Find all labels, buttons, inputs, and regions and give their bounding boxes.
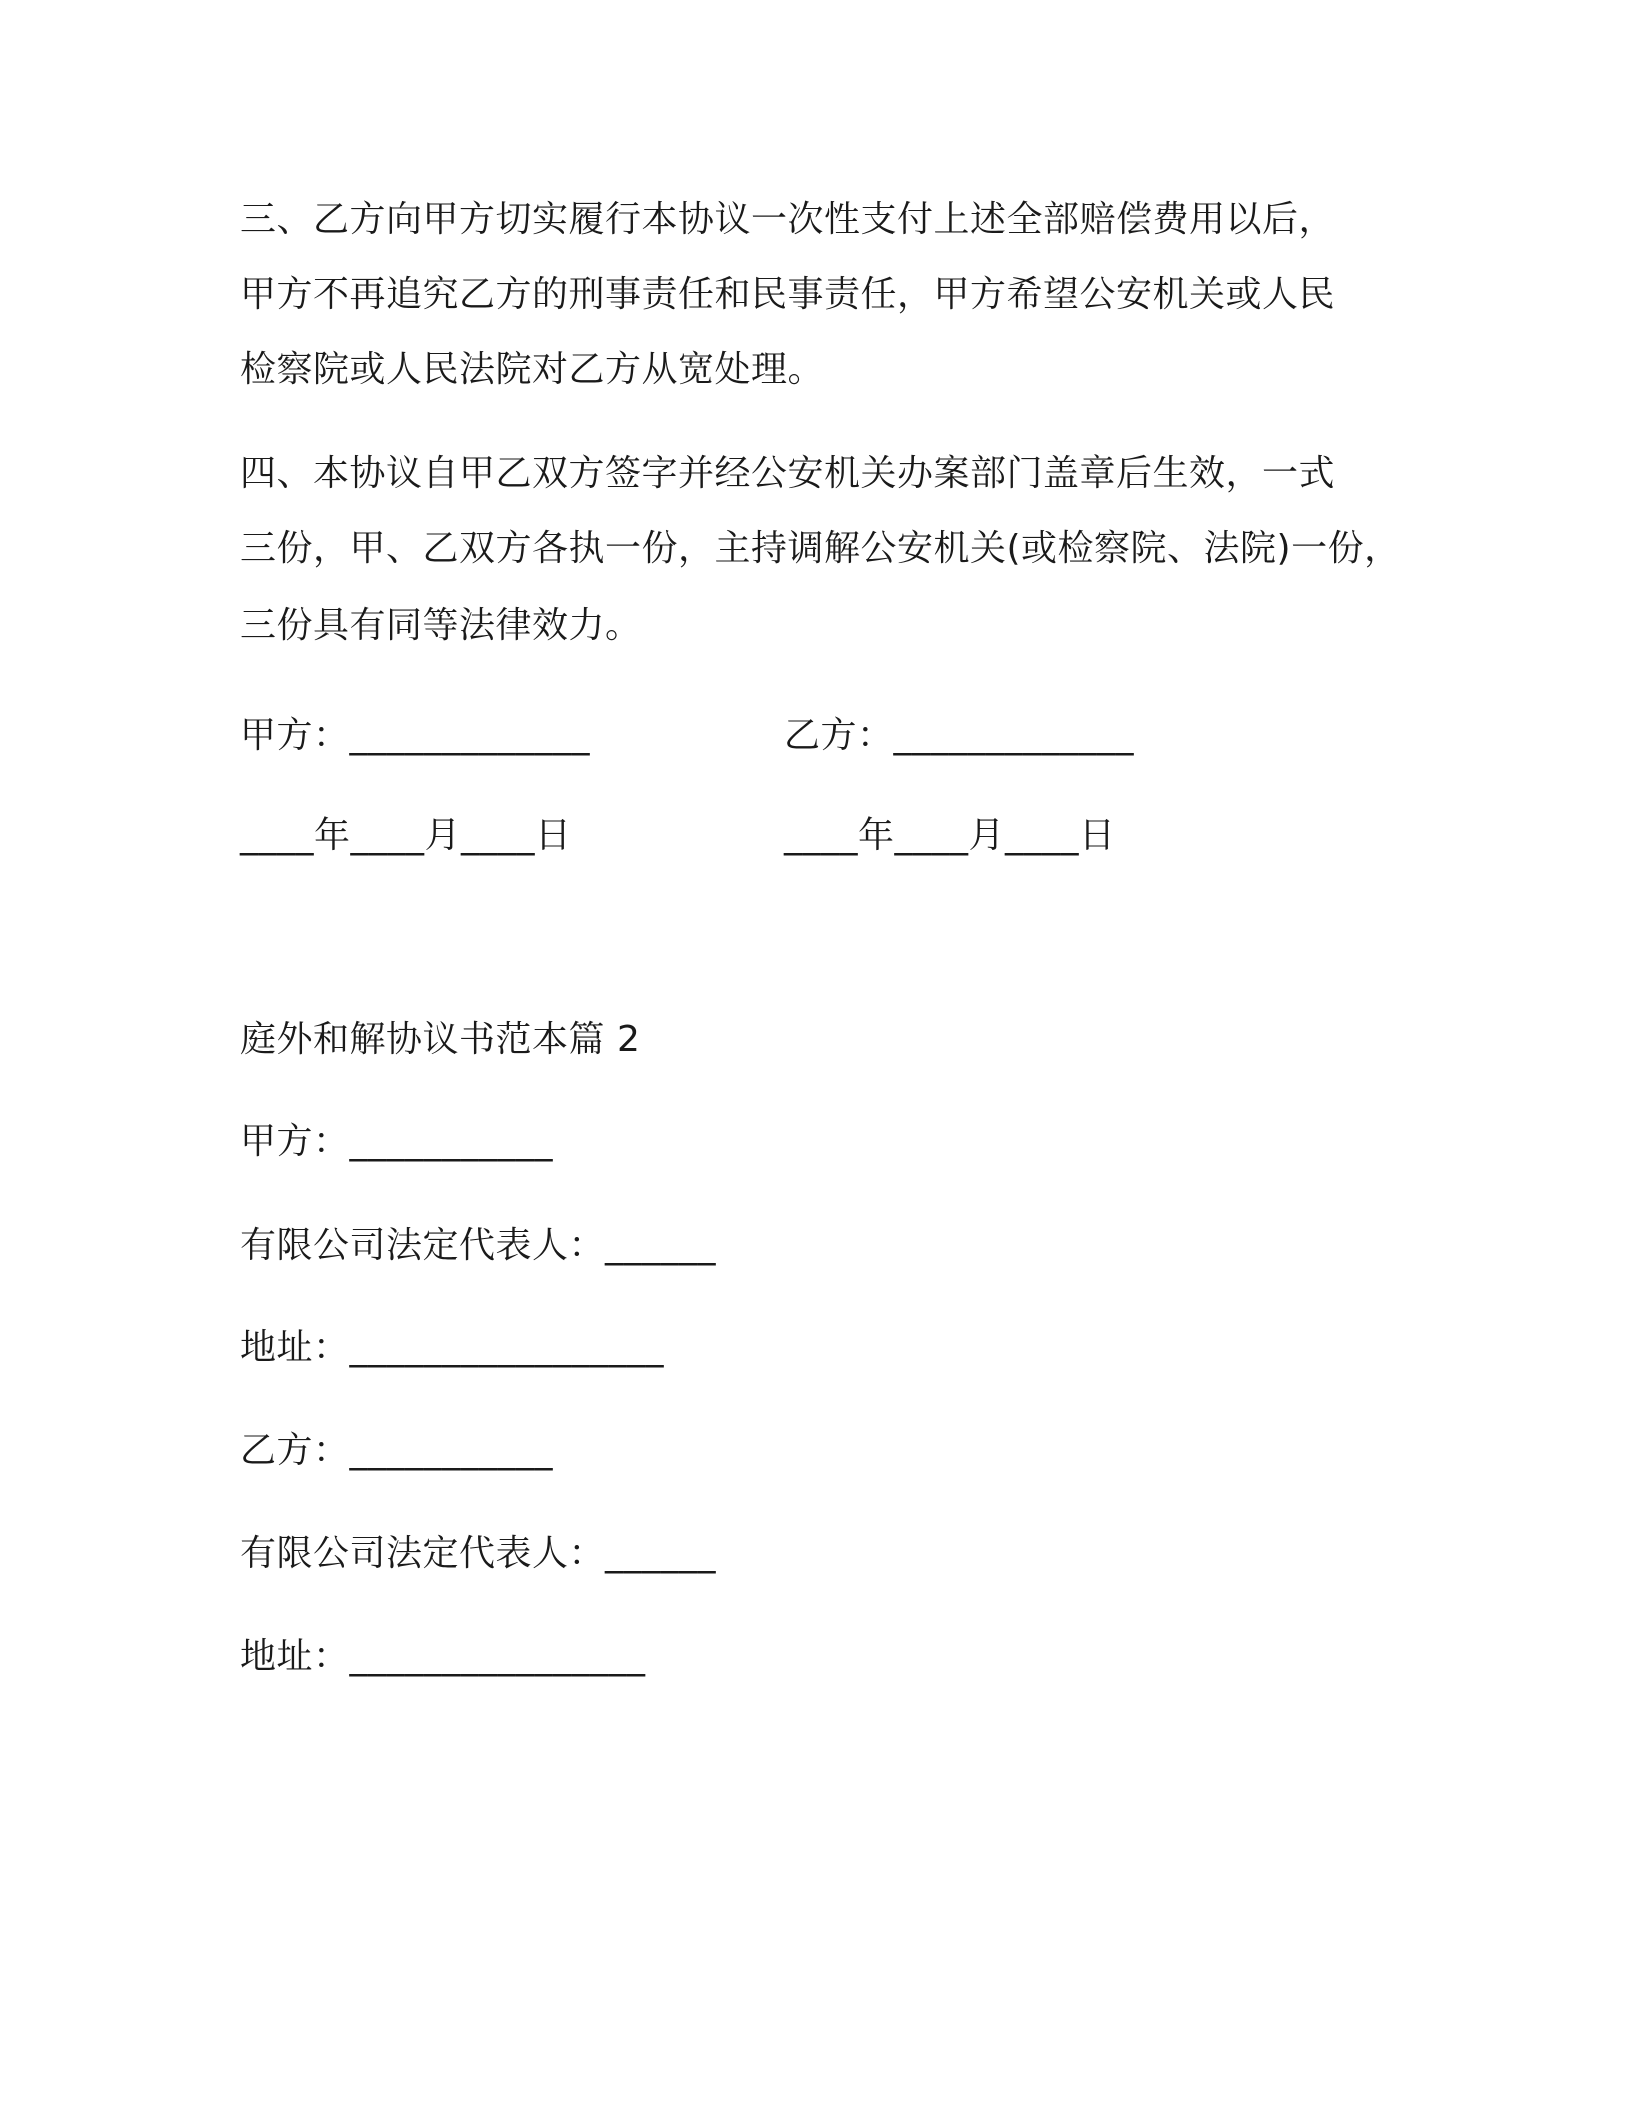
clause-3-line-2: 甲方不再追究乙方的刑事责任和民事责任，甲方希望公安机关或人民 (240, 274, 1336, 315)
signature-date-b: ____年____月____日 (784, 815, 1116, 856)
section-2-party-a-address: 地址：_________________ (240, 1327, 665, 1368)
section-2-title: 庭外和解协议书范本篇 2 (240, 1019, 641, 1060)
clause-4-line-3: 三份具有同等法律效力。 (240, 605, 642, 646)
section-2-party-b-rep: 有限公司法定代表人：______ (240, 1533, 717, 1574)
clause-4-line-1: 四、本协议自甲乙双方签字并经公安机关办案部门盖章后生效，一式 (240, 453, 1336, 494)
signature-date-a: ____年____月____日 (240, 815, 572, 856)
signature-party-a: 甲方：_____________ (240, 715, 591, 756)
section-2-party-a: 甲方：___________ (240, 1121, 554, 1162)
clause-4-line-2: 三份，甲、乙双方各执一份，主持调解公安机关(或检察院、法院)一份， (240, 528, 1401, 569)
section-2-party-b: 乙方：___________ (240, 1430, 554, 1471)
signature-party-b: 乙方：_____________ (784, 715, 1135, 756)
section-2-party-a-rep: 有限公司法定代表人：______ (240, 1225, 717, 1266)
clause-3-line-1: 三、乙方向甲方切实履行本协议一次性支付上述全部赔偿费用以后， (240, 199, 1336, 240)
clause-3-line-3: 检察院或人民法院对乙方从宽处理。 (240, 349, 825, 390)
section-2-party-b-address: 地址：________________ (240, 1636, 646, 1677)
